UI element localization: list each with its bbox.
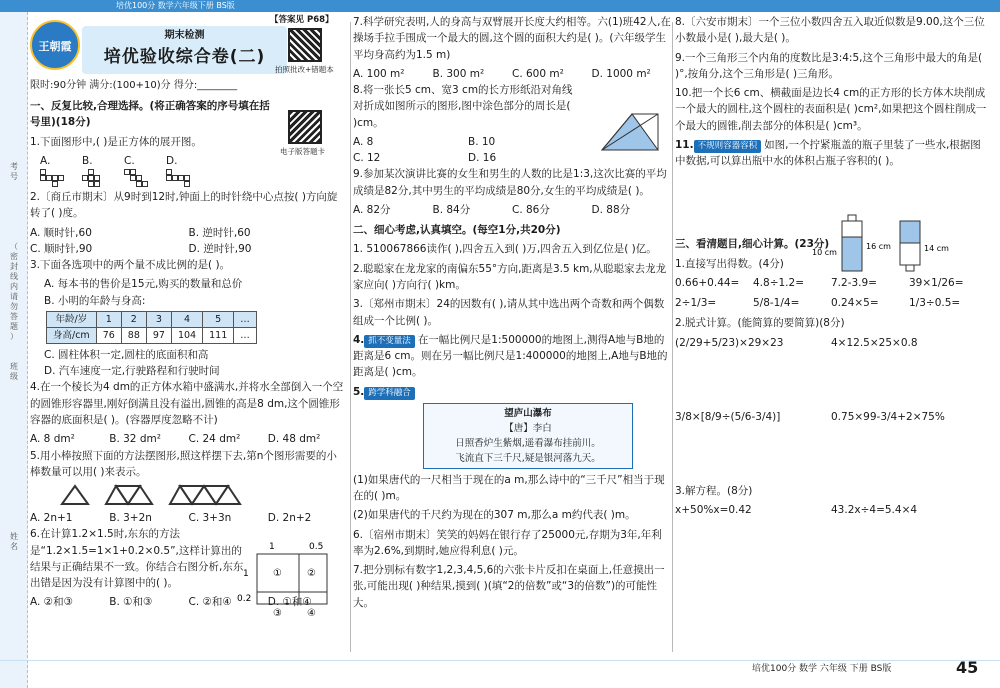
section-2-heading: 二、细心考虑,认真填空。(每空1分,共20分)	[353, 224, 561, 237]
question-9-options	[353, 202, 671, 218]
svg-text:0.5: 0.5	[309, 542, 324, 552]
option-c[interactable]: C. 600 m²	[512, 67, 564, 80]
fill-2: 2.聪聪家在龙龙家的南偏东55°方向,距离是3.5 km,从聪聪家去龙龙家应向( )方向行( )km。	[353, 262, 667, 291]
option-a[interactable]: A.	[40, 153, 64, 187]
option-c[interactable]: C. 顺时针,90	[30, 242, 93, 255]
option-b[interactable]: B.	[82, 153, 106, 187]
option-c[interactable]: C. ②和④	[188, 596, 232, 609]
fill-9: 9.一个三角形三个内角的度数比是3:4:5,这个三角形中最大的角是( )°,按角分,这个三角形是( )三角形。	[675, 51, 983, 80]
column-divider	[350, 22, 351, 652]
calc-item: 0.66+0.44=	[675, 276, 740, 289]
page-number: 45	[956, 658, 979, 677]
poem-author: 【唐】李白	[504, 422, 552, 434]
calc-row	[675, 295, 987, 311]
svg-text:10 cm: 10 cm	[812, 248, 837, 257]
top-banner	[0, 0, 1000, 12]
cross-subject-tag: 跨学科融合	[364, 387, 415, 400]
column-3	[675, 14, 987, 654]
svg-text:①: ①	[273, 568, 282, 579]
brand-logo: 王朝霞	[30, 20, 80, 70]
option-b[interactable]: B. 小明的年龄与身高:	[44, 294, 146, 307]
container-tag: 不规则容器容积	[694, 140, 762, 153]
calc-row	[675, 409, 987, 479]
exam-meta: 限时:90分钟 满分:(100+10)分 得分:________	[30, 80, 238, 91]
calc-item: 5/8-1/4=	[753, 297, 800, 310]
fill-5-part-1: (1)如果唐代的一尺相当于现在的a m,那么诗中的“三千尺”相当于现在的( )m。	[353, 473, 665, 503]
option-a[interactable]: A. 8 dm²	[30, 433, 75, 446]
question-4-options	[30, 431, 347, 447]
svg-text:0.2: 0.2	[237, 594, 252, 604]
qr-code-icon[interactable]	[288, 28, 322, 62]
option-b[interactable]: B. 32 dm²	[109, 433, 161, 446]
option-b[interactable]: B. 84分	[432, 203, 471, 216]
calc-item: 1/3÷0.5=	[909, 297, 961, 310]
calc-item: (2/29+5/23)×29×23	[675, 336, 784, 349]
poem-line: 飞流直下三千尺,疑是银河落九天。	[455, 452, 601, 464]
side-warning: （ 密 封 线 内 请 勿 答 题 ）	[10, 242, 18, 341]
option-b[interactable]: B. ①和③	[109, 596, 153, 609]
cube-net-icon	[166, 169, 190, 187]
option-d[interactable]: D. 汽车速度一定,行驶路程和行驶时间	[44, 365, 220, 378]
net-options	[40, 153, 347, 187]
option-b[interactable]: B. 逆时针,60	[188, 226, 251, 239]
calc-item: 7.2-3.9=	[831, 276, 877, 289]
option-b[interactable]: B. 3+2n	[109, 512, 152, 525]
option-a[interactable]: A. 82分	[353, 203, 391, 216]
question-1: 1.下面图形中,( )是正方体的展开图。	[30, 135, 202, 148]
question-9: 9.参加某次演讲比赛的女生和男生的人数的比是1:3,这次比赛的平均成绩是82分,其中男生的平均成绩是80分,女生的平均成绩是( )。	[353, 168, 667, 197]
option-c[interactable]: C. 86分	[512, 203, 550, 216]
option-b[interactable]: B. 10	[468, 135, 496, 148]
answer-reference: 【答案见 P68】	[270, 15, 334, 25]
exam-subtitle: 期末检测	[164, 30, 205, 41]
table-row: 身高/cm 76 88 97 104 111 …	[47, 327, 257, 343]
fill-4: 4. 抓不变量法 在一幅比例尺是1:500000的地图上,测得A地与B地的距离是6 cm。则在另一幅比例尺是1:400000的地图上,A地与B地的距离是( )cm。	[353, 333, 668, 379]
question-5-options	[30, 510, 347, 526]
side-class: 班 级	[10, 362, 18, 381]
bottle-figure	[812, 215, 949, 282]
qr-label-2: 电子版答题卡	[280, 147, 325, 156]
triangle-pattern-icon	[104, 484, 154, 506]
option-c[interactable]: C. 3+3n	[188, 512, 232, 525]
calc-item: 2÷1/3=	[675, 297, 717, 310]
svg-text:14 cm: 14 cm	[924, 244, 949, 253]
svg-text:1: 1	[243, 569, 249, 579]
triangle-pattern-icon	[60, 484, 90, 506]
svg-text:16 cm: 16 cm	[866, 242, 891, 251]
folded-paper-diagram	[598, 110, 666, 156]
option-a[interactable]: A. 100 m²	[353, 67, 405, 80]
option-a[interactable]: A. 8	[353, 135, 374, 148]
calc-row	[675, 502, 987, 518]
calc-row	[675, 335, 987, 405]
calc-item: 3/8×[8/9÷(5/6-3/4)]	[675, 410, 781, 423]
side-name: 姓 名	[10, 532, 18, 551]
stick-triangles-figure	[60, 484, 347, 506]
option-c[interactable]: C. 24 dm²	[188, 433, 241, 446]
option-d[interactable]: D. 16	[468, 152, 497, 165]
fill-5: 5. 跨学科融合	[353, 384, 671, 400]
option-d[interactable]: D. 逆时针,90	[188, 242, 252, 255]
option-a[interactable]: A. 2n+1	[30, 512, 73, 525]
question-7: 7.科学研究表明,人的身高与双臂展开长度大约相等。六(1)班42人,在操场手拉手围成一个最大的圆,这个圆的面积大约是( )。(六年级学生平均身高约为1.5 m)	[353, 16, 671, 61]
question-8: 8.将一张长5 cm、宽3 cm的长方形纸沿对角线对折成如图所示的图形,图中涂色部分的周长是( )cm。	[353, 84, 573, 129]
option-a[interactable]: A. 顺时针,60	[30, 226, 92, 239]
exam-title: 培优验收综合卷(二)	[103, 46, 266, 67]
fill-10: 10.把一个长6 cm、横截面是边长4 cm的正方形的长方体木块削成一个最大的圆柱,这个圆柱的表面积是( )cm²,如果把这个圆柱削成一个最大的圆锥,削去部分的体积是( )cm³。	[675, 87, 987, 132]
option-d[interactable]: D.	[166, 153, 190, 187]
calc-1: 1.直接写出得数。(4分)	[675, 257, 784, 270]
option-d[interactable]: D. 2n+2	[267, 512, 312, 525]
question-2-options	[30, 225, 347, 258]
svg-text:③: ③	[273, 608, 282, 619]
footer-text: 培优100分 数学 六年级 下册 BS版	[752, 664, 892, 674]
calc-item: 4×12.5×25×0.8	[831, 336, 918, 349]
question-8-options	[353, 134, 583, 167]
calc-2: 2.脱式计算。(能简算的要简算)(8分)	[675, 317, 845, 330]
top-banner-text: 培优100分 数学六年级下册 BS版	[116, 1, 235, 10]
svg-text:1: 1	[269, 542, 275, 552]
column-divider	[672, 22, 673, 652]
svg-text:②: ②	[307, 568, 316, 579]
method-tag: 抓不变量法	[364, 335, 415, 348]
calc-item: 0.75×99-3/4+2×75%	[831, 410, 945, 423]
qr-code-icon[interactable]	[288, 110, 322, 144]
fill-7: 7.把分别标有数字1,2,3,4,5,6的六张卡片反扣在桌面上,任意摸出一张,可能出现( )种结果,摸到( )(填“2的倍数”或“3的倍数”)的可能性大。	[353, 564, 665, 609]
question-4: 4.在一个棱长为4 dm的正方体水箱中盛满水,并将水全部倒入一个空的圆锥形容器里,刚好倒满且没有溢出,圆锥的高是8 dm,这个圆锥形容器的底面积是( )。(容器厚度忽略不计)	[30, 381, 344, 426]
area-model-diagram	[237, 540, 332, 620]
option-c[interactable]: C.	[124, 153, 148, 187]
fill-3: 3.〔郑州市期末〕24的因数有( ),请从其中选出两个奇数和两个偶数组成一个比例( )。	[353, 298, 665, 327]
cube-net-icon	[40, 169, 64, 187]
section-3-heading: 三、看清题目,细心计算。(23分)	[675, 238, 830, 251]
option-a[interactable]: A. ②和③	[30, 596, 73, 609]
calc-item: 39×1/26=	[909, 276, 964, 289]
fill-11: 11. 不规则容器容积 如图,一个拧紧瓶盖的瓶子里装了一些水,根据图中数据,可以算出瓶中水的体积占瓶子容积的( )。	[675, 138, 981, 168]
option-d[interactable]: D. 1000 m²	[591, 67, 651, 80]
question-2: 2.〔商丘市期末〕从9时到12时,钟面上的时针绕中心点按( )方向旋转了( )度。	[30, 191, 338, 220]
calc-item: 4.8÷1.2=	[753, 276, 804, 289]
area-model-figure	[237, 540, 332, 625]
option-b[interactable]: B. 300 m²	[432, 67, 485, 80]
fill-1: 1. 510067866读作( ),四舍五入到( )万,四舍五入到亿位是( )亿。	[353, 243, 657, 256]
age-height-table	[46, 311, 257, 344]
poem-title: 望庐山瀑布	[504, 407, 552, 419]
fill-5-part-2: (2)如果唐代的千尺约为现在的307 m,那么a m约代表( )m。	[353, 509, 636, 522]
question-5: 5.用小棒按照下面的方法摆图形,照这样摆下去,第n个图形需要的小棒数量可以用( )来表示。	[30, 449, 337, 478]
option-c[interactable]: C. 圆柱体积一定,圆柱的底面积和高	[44, 348, 209, 361]
triangle-pattern-icon	[168, 484, 242, 506]
poem-line: 日照香炉生紫烟,遥看瀑布挂前川。	[455, 437, 601, 449]
question-7-options	[353, 66, 671, 82]
option-c[interactable]: C. 12	[353, 152, 381, 165]
side-label: 考 号	[10, 162, 18, 181]
option-d[interactable]: D. ①和④	[267, 596, 312, 609]
cube-net-icon	[124, 169, 148, 187]
folded-rectangle-figure	[598, 110, 666, 161]
binding-margin	[0, 12, 28, 688]
equation-item: x+50%x=0.42	[675, 503, 752, 516]
table-row: 年龄/岁 1 2 3 4 5 …	[47, 311, 257, 327]
section-1-heading: 一、反复比较,合理选择。(将正确答案的序号填在括号里)(18分)	[30, 100, 270, 129]
title-banner	[82, 26, 287, 74]
fill-6: 6.〔宿州市期末〕笑笑的妈妈在银行存了25000元,存期为3年,年利率为2.6%,到期时,她应得利息( )元。	[353, 528, 662, 557]
svg-text:④: ④	[307, 608, 316, 619]
calc-3: 3.解方程。(8分)	[675, 484, 753, 497]
fill-8: 8.〔六安市期末〕一个三位小数四舍五入取近似数是9.00,这个三位小数最小是( ),最大是( )。	[675, 16, 985, 45]
option-a[interactable]: A. 每本书的售价是15元,购买的数量和总价	[44, 278, 243, 291]
option-d[interactable]: D. 88分	[591, 203, 631, 216]
qr-label: 拍照批改+错题本	[275, 65, 334, 74]
calc-item: 0.24×5=	[831, 297, 879, 310]
cube-net-icon	[82, 169, 106, 187]
exam-header	[30, 14, 347, 94]
bottle-diagram	[812, 215, 949, 277]
equation-item: 43.2x÷4=5.4×4	[831, 503, 918, 516]
question-6: 6.在计算1.2×1.5时,东东的方法是“1.2×1.5=1×1+0.2×0.5”,这样计算出的结果与正确结果不一致。你结合右图分析,东东出错是因为没有计算图中的( )。	[30, 528, 244, 590]
option-d[interactable]: D. 48 dm²	[267, 433, 321, 446]
poem-box	[423, 403, 633, 469]
question-3: 3.下面各选项中的两个量不成比例的是( )。	[30, 259, 231, 272]
